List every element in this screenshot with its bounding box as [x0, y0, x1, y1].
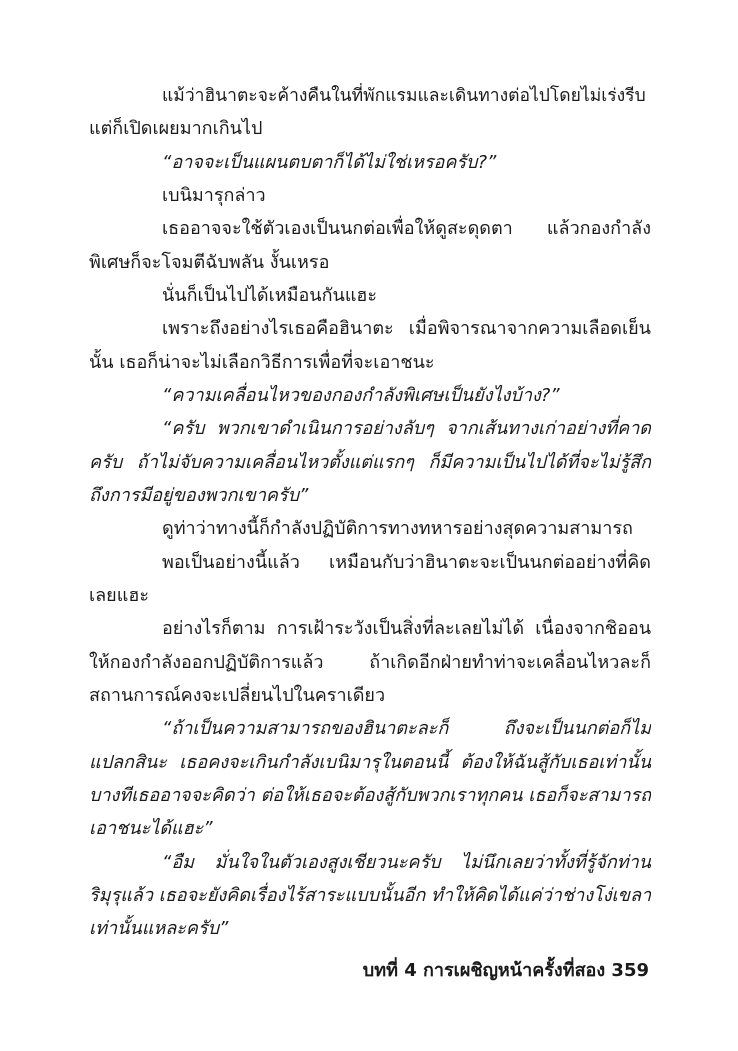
text-line: พิเศษก็จะโจมตีฉับพลัน งั้นเหรอ [89, 252, 330, 273]
text-line: แม้ว่าฮินาตะจะค้างคืนในที่พักแรมและเดินทางต่อไปโดยไม่เร่งรีบ [162, 86, 646, 106]
text-line: เบนิมารุกล่าว [162, 185, 266, 206]
dialogue-line: “ครับ พวกเขาดำเนินการอย่างลับๆ จากเส้นทางเก่าอย่างที่คาด [162, 418, 651, 439]
dialogue-line: เท่านั้นแหละครับ” [89, 918, 229, 939]
text-line: พอเป็นอย่างนี้แล้ว เหมือนกับว่าฮินาตะจะเป็นนกต่ออย่างที่คิด [162, 552, 651, 573]
dialogue-line: แปลกสินะ เธอคงจะเกินกำลังเบนิมารุในตอนนี้ ต้องให้ฉันสู้กับเธอเท่านั้น [89, 752, 651, 773]
dialogue-line: ถึงการมีอยู่ของพวกเขาครับ” [89, 485, 309, 506]
dialogue-line: “อาจจะเป็นแผนตบตาก็ได้ไม่ใช่เหรอครับ?” [162, 152, 497, 173]
text-line: ดูท่าว่าทางนี้ก็กำลังปฏิบัติการทางทหารอย่างสุดความสามารถ [162, 518, 633, 539]
dialogue-line: “อืม มั่นใจในตัวเองสูงเชียวนะครับ ไม่นึกเลยว่าทั้งที่รู้จักท่าน [162, 852, 651, 873]
dialogue-line: ครับ ถ้าไม่จับความเคลื่อนไหวตั้งแต่แรกๆ ก็มีความเป็นไปได้ที่จะไม่รู้สึก [89, 452, 651, 473]
text-line: นั่นก็เป็นไปได้เหมือนกันแฮะ [162, 285, 378, 306]
text-line: สถานการณ์คงจะเปลี่ยนไปในคราเดียว [89, 685, 386, 706]
page-footer: บทที่ 4 การเผชิญหน้าครั้งที่สอง 359 [362, 960, 649, 981]
dialogue-line: บางทีเธออาจจะคิดว่า ต่อให้เธอจะต้องสู้กับพวกเราทุกคน เธอก็จะสามารถ [89, 785, 651, 806]
text-line: ให้กองกำลังออกปฏิบัติการแล้ว ถ้าเกิดอีกฝ่ายทำท่าจะเคลื่อนไหวละก็ [89, 652, 651, 673]
dialogue-line: “ความเคลื่อนไหวของกองกำลังพิเศษเป็นยังไงบ้าง?” [162, 385, 560, 406]
text-line: เลยแฮะ [89, 585, 149, 606]
dialogue-line: ริมุรุแล้ว เธอจะยังคิดเรื่องไร้สาระแบบนั้นอีก ทำให้คิดได้แค่ว่าช่างโง่เขลา [89, 885, 651, 906]
text-line: แต่ก็เปิดเผยมากเกินไป [89, 118, 263, 139]
dialogue-line: “ถ้าเป็นความสามารถของฮินาตะละก็ ถึงจะเป็นนกต่อก็ไม่ [162, 718, 651, 739]
text-line: เพราะถึงอย่างไรเธอคือฮินาตะ เมื่อพิจารณาจากความเลือดเย็น [162, 318, 651, 339]
dialogue-line: เอาชนะได้แฮะ” [89, 818, 213, 839]
text-line: เธออาจจะใช้ตัวเองเป็นนกต่อเพื่อให้ดูสะดุดตา แล้วกองกำลัง [162, 218, 651, 239]
text-line: อย่างไรก็ตาม การเฝ้าระวังเป็นสิ่งที่ละเลยไม่ได้ เนื่องจากชิออน [162, 618, 651, 639]
text-line: นั้น เธอก็น่าจะไม่เลือกวิธีการเพื่อที่จะเอาชนะ [89, 352, 435, 373]
